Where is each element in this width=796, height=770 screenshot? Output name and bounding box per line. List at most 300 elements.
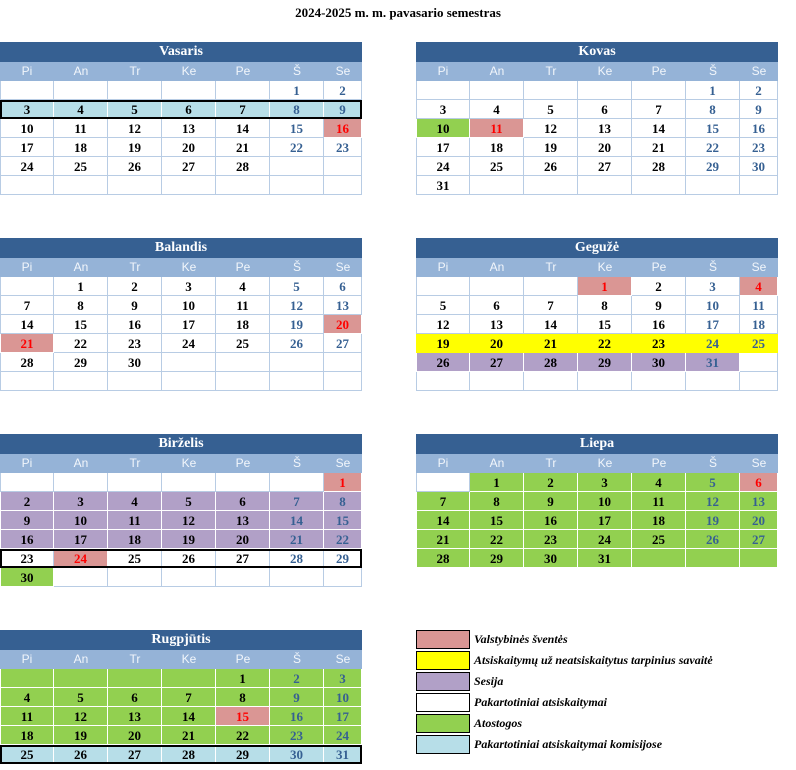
day-cell: 17 [578, 511, 632, 530]
day-cell [270, 568, 324, 587]
weekday-label: Pi [21, 652, 33, 666]
legend-item-vacation [416, 713, 713, 734]
week-row [416, 100, 778, 119]
day-cell [686, 372, 740, 391]
weekday-label: Pi [437, 456, 449, 470]
weekday-label: Pi [21, 260, 33, 274]
day-cell: 9 [740, 100, 778, 119]
day-cell: 20 [324, 315, 362, 334]
week-row [416, 296, 778, 315]
day-cell: 23 [324, 138, 362, 157]
month-name: Birželis [0, 434, 362, 454]
day-cell [54, 372, 108, 391]
week-row [0, 334, 362, 353]
day-cell: 5 [54, 688, 108, 707]
day-cell [270, 473, 324, 492]
legend-label: Sesija [474, 674, 504, 688]
day-cell: 31 [324, 745, 362, 764]
week-row [0, 277, 362, 296]
day-cell: 7 [216, 100, 270, 119]
weekday-label: Ke [181, 652, 197, 666]
day-cell: 12 [524, 119, 578, 138]
day-cell: 22 [686, 138, 740, 157]
day-cell: 25 [216, 334, 270, 353]
day-cell [686, 176, 740, 195]
day-cell: 11 [216, 296, 270, 315]
weekday-label: Pe [651, 456, 667, 470]
day-cell: 7 [0, 296, 54, 315]
day-cell: 3 [416, 100, 470, 119]
day-cell: 19 [162, 530, 216, 549]
day-cell [324, 157, 362, 176]
day-cell [524, 277, 578, 296]
weekday-label: Se [751, 456, 767, 470]
day-cell: 10 [686, 296, 740, 315]
day-cell: 17 [324, 707, 362, 726]
week-row [0, 296, 362, 315]
day-cell [162, 669, 216, 688]
weekday-label: Tr [545, 456, 557, 470]
week-row [0, 745, 362, 764]
legend-label: Pakartotiniai atsiskaitymai [474, 695, 608, 709]
day-cell: 18 [632, 511, 686, 530]
day-cell: 16 [632, 315, 686, 334]
weekday-label: Se [335, 64, 351, 78]
weekday-label: Se [335, 456, 351, 470]
day-cell: 9 [632, 296, 686, 315]
day-cell [216, 81, 270, 100]
weekday-label: An [73, 64, 89, 78]
day-cell: 11 [54, 119, 108, 138]
day-cell: 23 [108, 334, 162, 353]
weekday-label: Tr [545, 260, 557, 274]
weekday-label: Š [292, 260, 301, 274]
day-cell [108, 473, 162, 492]
weekday-label: Ke [181, 64, 197, 78]
weekday-label: Š [292, 64, 301, 78]
day-cell: 8 [270, 100, 324, 119]
day-cell [0, 372, 54, 391]
day-cell: 30 [740, 157, 778, 176]
week-row [0, 81, 362, 100]
day-cell: 19 [54, 726, 108, 745]
weekday-header-row [416, 258, 778, 277]
weekday-header-row [416, 454, 778, 473]
weekday-label: Tr [545, 64, 557, 78]
weekday-header-row [0, 454, 362, 473]
day-cell: 28 [216, 157, 270, 176]
legend-swatch-commission-retake [416, 735, 470, 754]
day-cell: 9 [0, 511, 54, 530]
weekday-label: Pe [235, 652, 251, 666]
day-cell: 25 [54, 157, 108, 176]
legend-label: Pakartotiniai atsiskaitymai komisijose [474, 737, 663, 751]
weekday-label: Se [335, 652, 351, 666]
weekday-label: Tr [129, 260, 141, 274]
day-cell: 23 [740, 138, 778, 157]
day-cell: 4 [216, 277, 270, 296]
day-cell: 17 [162, 315, 216, 334]
day-cell: 1 [578, 277, 632, 296]
day-cell: 19 [524, 138, 578, 157]
day-cell [0, 669, 54, 688]
weekday-label: Pi [437, 64, 449, 78]
day-cell: 19 [270, 315, 324, 334]
day-cell [108, 669, 162, 688]
day-cell: 18 [740, 315, 778, 334]
day-cell [470, 372, 524, 391]
day-cell: 14 [216, 119, 270, 138]
week-row [0, 353, 362, 372]
week-row [0, 530, 362, 549]
day-cell [416, 277, 470, 296]
weekday-label: Pi [21, 456, 33, 470]
day-cell: 28 [162, 745, 216, 764]
day-cell [270, 176, 324, 195]
week-row [416, 372, 778, 391]
day-cell: 12 [270, 296, 324, 315]
week-row [416, 176, 778, 195]
day-cell [416, 372, 470, 391]
day-cell: 3 [578, 473, 632, 492]
week-row [0, 138, 362, 157]
month-name: Kovas [416, 42, 778, 62]
month-name: Vasaris [0, 42, 362, 62]
day-cell [578, 176, 632, 195]
day-cell: 11 [108, 511, 162, 530]
weekday-label: Ke [181, 260, 197, 274]
day-cell [524, 372, 578, 391]
month-vasaris [0, 42, 362, 195]
weekday-label: Pe [235, 64, 251, 78]
day-cell: 6 [108, 688, 162, 707]
day-cell: 6 [578, 100, 632, 119]
day-cell: 2 [632, 277, 686, 296]
month-liepa [416, 434, 778, 568]
day-cell: 11 [470, 119, 524, 138]
week-row [0, 315, 362, 334]
day-cell [270, 157, 324, 176]
day-cell: 27 [740, 530, 778, 549]
legend-swatch-holidays [416, 630, 470, 649]
week-row [0, 726, 362, 745]
day-cell [324, 568, 362, 587]
day-cell: 12 [686, 492, 740, 511]
day-cell: 5 [108, 100, 162, 119]
day-cell: 25 [740, 334, 778, 353]
day-cell: 9 [108, 296, 162, 315]
day-cell: 2 [270, 669, 324, 688]
day-cell [740, 176, 778, 195]
day-cell: 17 [54, 530, 108, 549]
day-cell: 31 [686, 353, 740, 372]
day-cell: 7 [416, 492, 470, 511]
day-cell: 4 [108, 492, 162, 511]
day-cell: 15 [54, 315, 108, 334]
weekday-label: Tr [129, 652, 141, 666]
day-cell: 13 [740, 492, 778, 511]
day-cell: 19 [108, 138, 162, 157]
day-cell: 7 [270, 492, 324, 511]
day-cell: 8 [324, 492, 362, 511]
weekday-label: Š [708, 456, 717, 470]
day-cell: 16 [524, 511, 578, 530]
day-cell [740, 353, 778, 372]
day-cell [416, 81, 470, 100]
day-cell: 2 [0, 492, 54, 511]
day-cell: 7 [632, 100, 686, 119]
day-cell: 6 [470, 296, 524, 315]
day-cell: 9 [324, 100, 362, 119]
day-cell: 15 [470, 511, 524, 530]
weekday-label: Pe [651, 260, 667, 274]
day-cell: 15 [578, 315, 632, 334]
day-cell [108, 568, 162, 587]
week-row [0, 473, 362, 492]
weekday-label: Š [292, 456, 301, 470]
day-cell [0, 176, 54, 195]
month-rugpjutis [0, 630, 362, 764]
day-cell: 5 [686, 473, 740, 492]
weekday-label: Š [292, 652, 301, 666]
day-cell: 18 [108, 530, 162, 549]
day-cell: 26 [416, 353, 470, 372]
day-cell [578, 81, 632, 100]
day-cell: 8 [216, 688, 270, 707]
weekday-label: An [73, 456, 89, 470]
day-cell: 12 [108, 119, 162, 138]
day-cell: 10 [578, 492, 632, 511]
day-cell [162, 473, 216, 492]
day-cell: 22 [216, 726, 270, 745]
day-cell: 25 [0, 745, 54, 764]
day-cell: 12 [54, 707, 108, 726]
day-cell: 12 [416, 315, 470, 334]
day-cell: 30 [524, 549, 578, 568]
day-cell: 27 [578, 157, 632, 176]
week-row [0, 568, 362, 587]
day-cell: 13 [324, 296, 362, 315]
weekday-label: An [489, 64, 505, 78]
weekday-label: Ke [597, 64, 613, 78]
day-cell: 15 [686, 119, 740, 138]
day-cell: 14 [632, 119, 686, 138]
day-cell: 3 [162, 277, 216, 296]
day-cell: 14 [0, 315, 54, 334]
day-cell: 19 [686, 511, 740, 530]
day-cell [162, 568, 216, 587]
day-cell: 24 [54, 549, 108, 568]
day-cell [54, 81, 108, 100]
day-cell [54, 568, 108, 587]
weekday-label: Pe [235, 260, 251, 274]
day-cell: 26 [524, 157, 578, 176]
day-cell [524, 176, 578, 195]
day-cell: 17 [686, 315, 740, 334]
week-row [0, 688, 362, 707]
day-cell [324, 372, 362, 391]
legend-swatch-session [416, 672, 470, 691]
day-cell: 22 [324, 530, 362, 549]
day-cell: 11 [0, 707, 54, 726]
day-cell: 5 [416, 296, 470, 315]
weekday-header-row [0, 258, 362, 277]
week-row [416, 81, 778, 100]
day-cell: 29 [54, 353, 108, 372]
day-cell [0, 473, 54, 492]
day-cell [740, 549, 778, 568]
day-cell: 13 [578, 119, 632, 138]
day-cell [470, 176, 524, 195]
legend-item-retake [416, 692, 713, 713]
day-cell: 2 [324, 81, 362, 100]
month-birzelis [0, 434, 362, 587]
day-cell: 25 [108, 549, 162, 568]
day-cell: 22 [578, 334, 632, 353]
month-balandis [0, 238, 362, 391]
day-cell: 18 [0, 726, 54, 745]
weekday-label: An [489, 456, 505, 470]
day-cell: 5 [270, 277, 324, 296]
month-name: Balandis [0, 238, 362, 258]
day-cell: 27 [162, 157, 216, 176]
day-cell: 10 [0, 119, 54, 138]
day-cell: 15 [270, 119, 324, 138]
day-cell: 8 [54, 296, 108, 315]
month-geguze [416, 238, 778, 391]
day-cell: 6 [162, 100, 216, 119]
day-cell: 16 [270, 707, 324, 726]
day-cell [162, 372, 216, 391]
day-cell [54, 473, 108, 492]
day-cell [632, 549, 686, 568]
day-cell [470, 81, 524, 100]
month-name: Liepa [416, 434, 778, 454]
weekday-label: Pi [437, 260, 449, 274]
day-cell: 3 [686, 277, 740, 296]
day-cell: 13 [470, 315, 524, 334]
day-cell: 20 [740, 511, 778, 530]
day-cell: 18 [216, 315, 270, 334]
day-cell [54, 176, 108, 195]
day-cell: 24 [162, 334, 216, 353]
day-cell: 4 [632, 473, 686, 492]
day-cell: 28 [416, 549, 470, 568]
day-cell [216, 473, 270, 492]
day-cell: 6 [324, 277, 362, 296]
week-row [0, 157, 362, 176]
day-cell: 31 [416, 176, 470, 195]
week-row [416, 119, 778, 138]
day-cell: 21 [632, 138, 686, 157]
legend-swatch-catchup-week [416, 651, 470, 670]
day-cell: 14 [270, 511, 324, 530]
day-cell: 10 [416, 119, 470, 138]
day-cell: 21 [216, 138, 270, 157]
week-row [416, 511, 778, 530]
day-cell: 1 [54, 277, 108, 296]
day-cell: 7 [524, 296, 578, 315]
day-cell: 4 [470, 100, 524, 119]
day-cell: 22 [54, 334, 108, 353]
day-cell: 5 [162, 492, 216, 511]
weekday-label: Tr [129, 64, 141, 78]
day-cell: 23 [524, 530, 578, 549]
weekday-label: Pe [235, 456, 251, 470]
day-cell: 28 [270, 549, 324, 568]
week-row [0, 176, 362, 195]
day-cell: 21 [524, 334, 578, 353]
day-cell [324, 353, 362, 372]
weekday-label: Pe [651, 64, 667, 78]
day-cell [416, 473, 470, 492]
weekday-label: Tr [129, 456, 141, 470]
legend-label: Atsiskaitymų už neatsiskaitytus tarpinius savaitė [474, 653, 713, 667]
weekday-label: Š [708, 260, 717, 274]
day-cell: 29 [216, 745, 270, 764]
day-cell [216, 568, 270, 587]
day-cell: 3 [54, 492, 108, 511]
day-cell: 21 [270, 530, 324, 549]
weekday-label: An [73, 652, 89, 666]
week-row [416, 138, 778, 157]
day-cell: 10 [54, 511, 108, 530]
day-cell [740, 372, 778, 391]
day-cell [216, 372, 270, 391]
day-cell [632, 372, 686, 391]
day-cell: 3 [0, 100, 54, 119]
day-cell: 13 [216, 511, 270, 530]
week-row [416, 492, 778, 511]
day-cell: 1 [686, 81, 740, 100]
day-cell [686, 549, 740, 568]
day-cell [470, 277, 524, 296]
day-cell: 11 [740, 296, 778, 315]
day-cell: 1 [324, 473, 362, 492]
day-cell [216, 353, 270, 372]
day-cell [578, 372, 632, 391]
week-row [0, 100, 362, 119]
day-cell: 29 [578, 353, 632, 372]
day-cell: 29 [686, 157, 740, 176]
legend-swatch-retake [416, 693, 470, 712]
page-title: 2024-2025 m. m. pavasario semestras [295, 5, 501, 20]
week-row [416, 549, 778, 568]
day-cell: 23 [0, 549, 54, 568]
day-cell: 4 [54, 100, 108, 119]
day-cell [0, 277, 54, 296]
week-row [0, 707, 362, 726]
day-cell: 18 [470, 138, 524, 157]
weekday-label: Se [335, 260, 351, 274]
day-cell: 30 [632, 353, 686, 372]
weekday-label: Se [751, 64, 767, 78]
day-cell: 28 [632, 157, 686, 176]
weekday-label: Ke [597, 456, 613, 470]
day-cell: 15 [324, 511, 362, 530]
week-row [416, 530, 778, 549]
day-cell: 26 [108, 157, 162, 176]
week-row [0, 669, 362, 688]
weekday-label: Ke [181, 456, 197, 470]
day-cell: 27 [324, 334, 362, 353]
legend-item-holidays [416, 629, 713, 650]
day-cell: 16 [0, 530, 54, 549]
day-cell: 17 [416, 138, 470, 157]
day-cell [0, 81, 54, 100]
day-cell: 2 [524, 473, 578, 492]
week-row [0, 492, 362, 511]
